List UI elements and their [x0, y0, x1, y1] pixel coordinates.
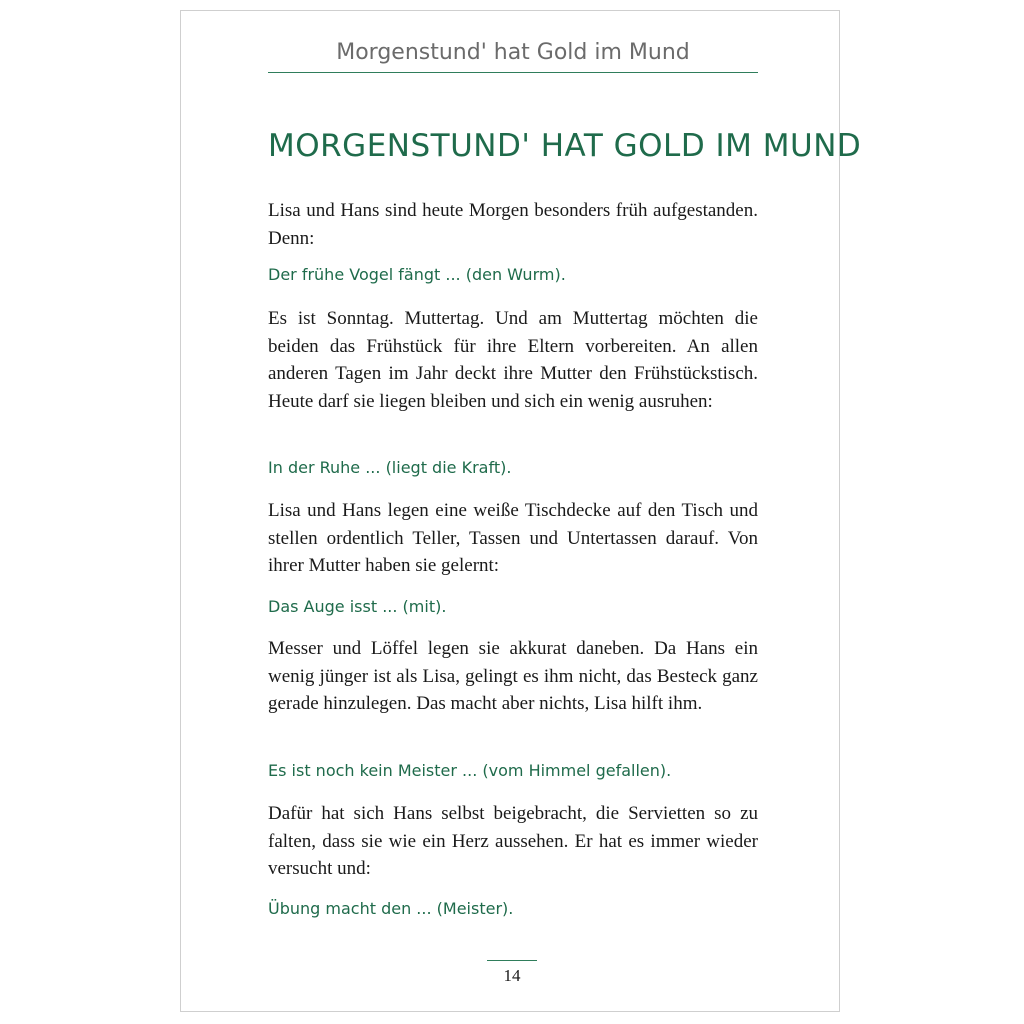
proverb-5: Übung macht den ... (Meister).	[268, 899, 514, 918]
page-number: 14	[503, 966, 521, 985]
proverb-3: Das Auge isst ... (mit).	[268, 597, 447, 616]
proverb-1: Der frühe Vogel fängt ... (den Wurm).	[268, 265, 566, 284]
proverb-2: In der Ruhe ... (liegt die Kraft).	[268, 458, 512, 477]
paragraph-5: Dafür hat sich Hans selbst beigebracht, die Servietten so zu falten, dass sie wie ein Herz aussehen. Er hat es immer wieder versucht und:	[268, 803, 758, 879]
header-divider	[268, 72, 758, 73]
chapter-title: MORGENSTUND' HAT GOLD IM MUND	[268, 128, 862, 164]
footer-divider	[487, 960, 537, 961]
paragraph-2: Es ist Sonntag. Muttertag. Und am Muttertag möchten die beiden das Frühstück für ihre Eltern vorbereiten. An allen anderen Tagen im Jahr deckt ihre Mutter den Frühstückstisch. Heute darf sie liegen bleiben und sich ein wenig ausruhen:	[268, 308, 758, 412]
running-header-title: Morgenstund' hat Gold im Mund	[336, 40, 690, 65]
proverb-4: Es ist noch kein Meister ... (vom Himmel gefallen).	[268, 761, 672, 780]
paragraph-1: Lisa und Hans sind heute Morgen besonders früh aufgestanden. Denn:	[268, 200, 758, 249]
paragraph-4: Messer und Löffel legen sie akkurat daneben. Da Hans ein wenig jünger ist als Lisa, gelingt es ihm nicht, das Besteck ganz gerade hinzulegen. Das macht aber nichts, Lisa hilft ihm.	[268, 638, 758, 714]
paragraph-3: Lisa und Hans legen eine weiße Tischdecke auf den Tisch und stellen ordentlich Teller, Tassen und Untertassen darauf. Von ihrer Mutter haben sie gelernt:	[268, 500, 758, 576]
